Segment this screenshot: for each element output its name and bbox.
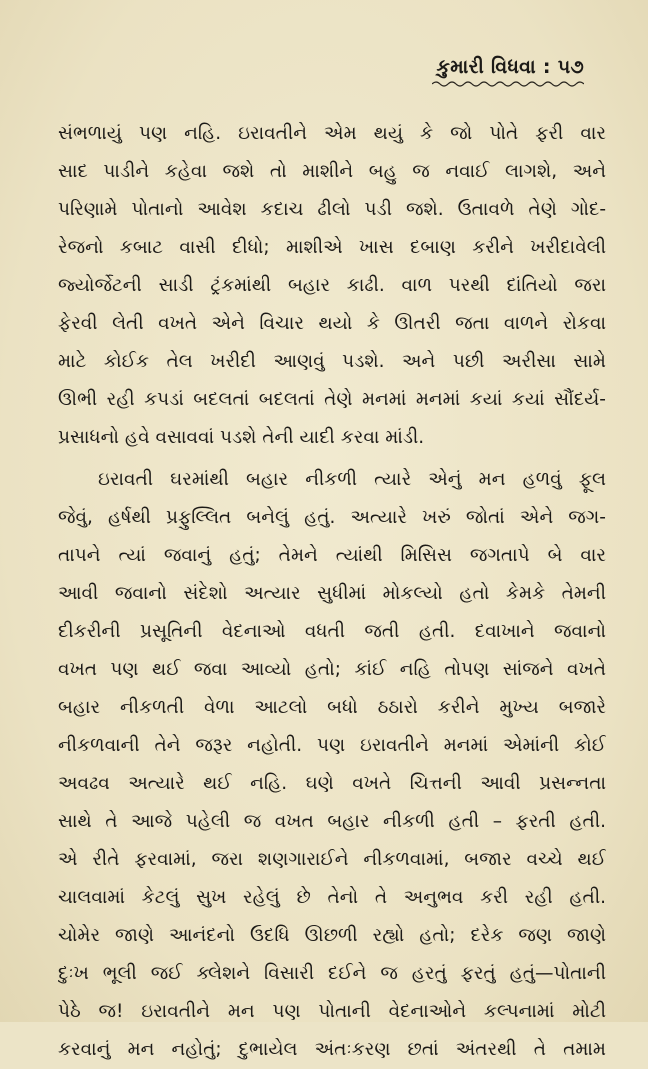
text-line: તાપને ત્યાં જવાનું હતું; તેમને ત્યાંથી મિસિસ જગતાપે બે વાર	[58, 545, 606, 566]
text-line: નીકળવાની તેને જરૂર નહોતી. પણ ઇરાવતીને મનમાં એમાંની કોઈ	[58, 735, 606, 756]
running-head: કુમારી વિધવા : ૫૭	[436, 56, 584, 78]
text-line: ઇરાવતી ઘરમાંથી બહાર નીકળી ત્યારે એનું મન હળવું ફૂલ	[98, 469, 606, 490]
wavy-underline-ornament	[432, 80, 584, 88]
text-line: અવઢવ અત્યારે થઈ નહિ. ઘણે વખતે ચિત્તની આવી પ્રસન્નતા	[58, 773, 606, 794]
page-header	[432, 56, 584, 88]
text-line: એ રીતે ફરવામાં, જરા શણગારાઈને નીકળવામાં, બજાર વચ્ચે થઈ	[58, 849, 606, 870]
text-line: જેવું, હર્ષથી પ્રફુલ્લિત બનેલું હતું. અત્યારે ખરું જોતાં એને જગ-	[58, 507, 606, 528]
body-text	[58, 115, 606, 1069]
text-line: રેજનો કબાટ વાસી દીધો; માશીએ ખાસ દબાણ કરીને ખરીદાવેલી	[58, 237, 606, 258]
paragraph-2	[58, 461, 606, 1069]
text-line: પેઠે જ! ઇરાવતીને મન પણ પોતાની વેદનાઓને કલ્પનામાં મોટી	[58, 1001, 606, 1022]
text-line: ચોમેર જાણે આનંદનો ઉદધિ ઊછળી રહ્યો હતો; દરેક જણ જાણે	[58, 925, 606, 946]
paragraph-1	[58, 115, 606, 457]
text-line: ફેરવી લેતી વખતે એને વિચાર થયો કે ઊતરી જતા વાળને રોકવા	[58, 313, 606, 334]
text-line: બહાર નીકળતી વેળા આટલો બધો ઠઠારો કરીને મુખ્ય બજારે	[58, 697, 606, 718]
text-line: સાથે તે આજે પહેલી જ વખત બહાર નીકળી હતી – ફરતી હતી.	[58, 811, 606, 832]
text-line: પ્રસાધનો હવે વસાવવાં પડશે તેની યાદી કરવા માંડી.	[58, 427, 425, 448]
text-line: સંભળાયું પણ નહિ. ઇરાવતીને એમ થયું કે જો પોતે ફરી વાર	[58, 123, 606, 144]
text-line: માટે કોઈક તેલ ખરીદી આણવું પડશે. અને પછી અરીસા સામે	[58, 351, 606, 372]
text-line: ચાલવામાં કેટલું સુખ રહેલું છે તેનો તે અનુભવ કરી રહી હતી.	[58, 887, 606, 908]
text-line: ઊભી રહી કપડાં બદલતાં બદલતાં તેણે મનમાં મનમાં કયાં કયાં સૌંદર્ય-	[58, 389, 606, 410]
text-line: આવી જવાનો સંદેશો અત્યાર સુધીમાં મોકલ્યો હતો કેમકે તેમની	[58, 583, 606, 604]
text-line: દીકરીની પ્રસૂતિની વેદનાઓ વધતી જતી હતી. દવાખાને જવાનો	[58, 621, 606, 642]
text-line: પરિણામે પોતાનો આવેશ કદાચ ઢીલો પડી જશે. ઉતાવળે તેણે ગોદ-	[58, 199, 606, 220]
text-line: વખત પણ થઈ જવા આવ્યો હતો; કાંઈ નહિ તોપણ સાંજને વખતે	[58, 659, 606, 680]
text-line: જ્યોર્જેટની સાડી ટ્રંકમાંથી બહાર કાઢી. વાળ પરથી દાંતિયો જરા	[58, 275, 606, 296]
text-line: કરવાનું મન નહોતું; દુભાયેલ અંતઃકરણ છતાં અંતરથી તે તમામ	[58, 1039, 606, 1060]
text-line: સાદ પાડીને કહેવા જશે તો માશીને બહુ જ નવાઈ લાગશે, અને	[58, 161, 606, 182]
text-line: દુઃખ ભૂલી જઈ ક્લેશને વિસારી દઈને જ હરતું ફરતું હતું—પોતાની	[58, 963, 606, 984]
